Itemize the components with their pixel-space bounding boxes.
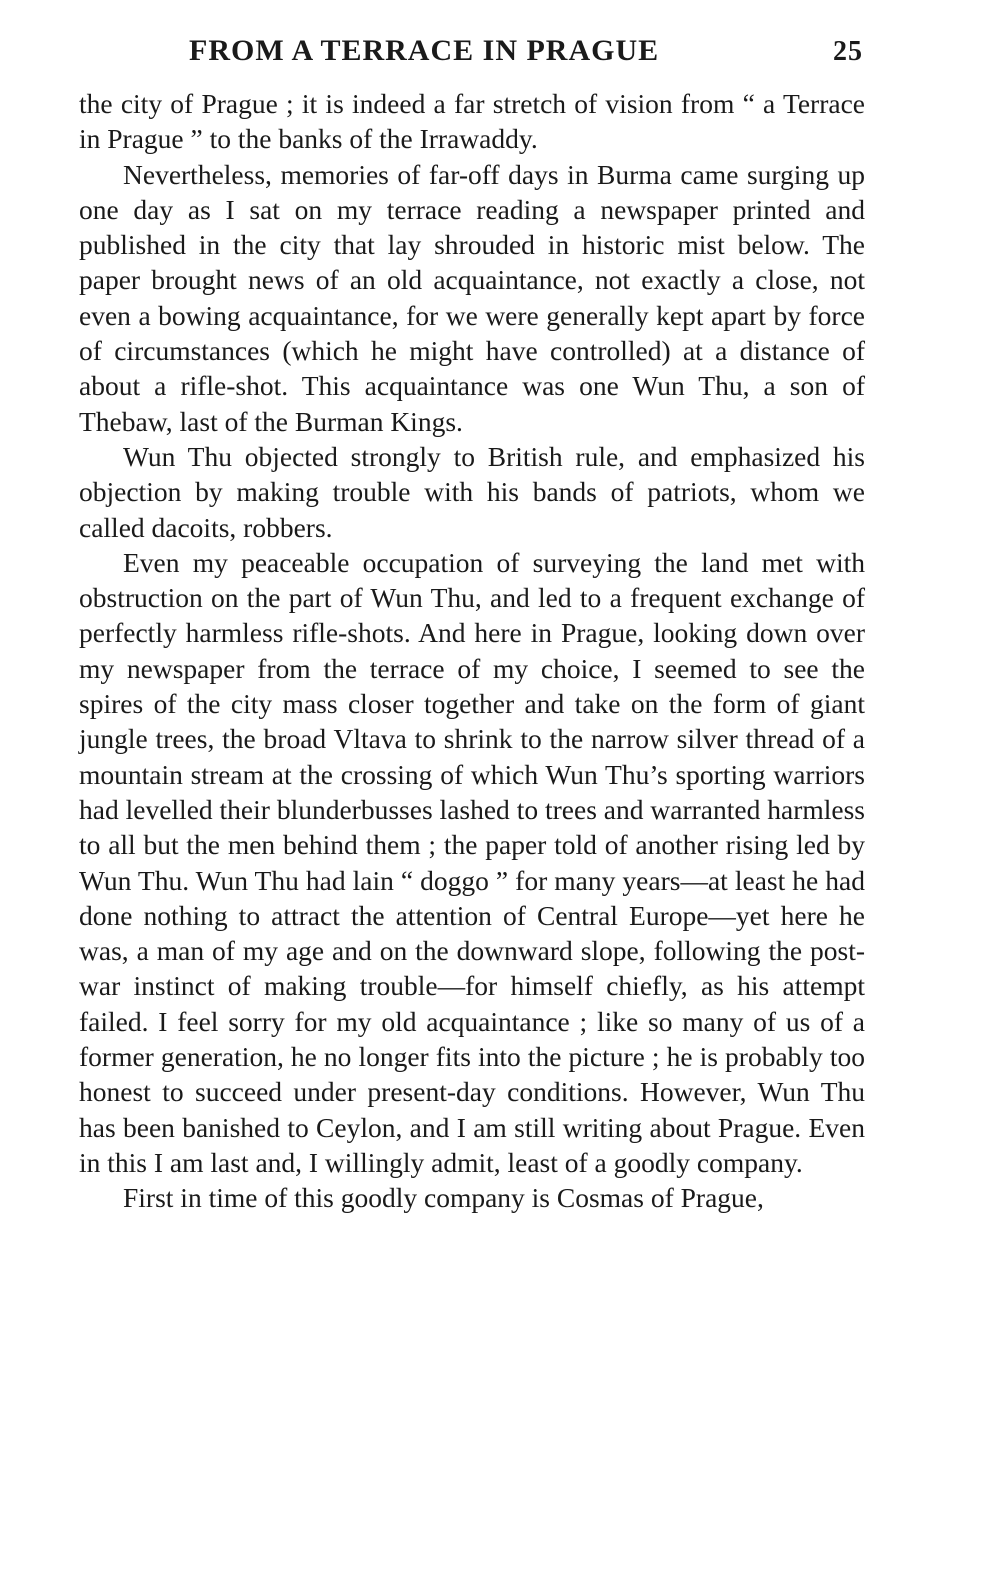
paragraph-surveying: Even my peaceable occupation of surveying the land met with obstruction on the part of Wun Thu, and led to a frequent exchange of perfectly harmless rifle-shots. And here in Prague, looking down over my newspaper from the terrace of my choice, I seemed to see the spires of the city mass closer together and take on the form of giant jungle trees, the broad Vltava to shrink to the narrow silver thread of a mountain stream at the crossing of which Wun Thu’s sporting warriors had levelled their blunderbusses lashed to trees and warranted harmless to all but the men behind them ; the paper told of another rising led by Wun Thu. Wun Thu had lain “ doggo ” for many years—at least he had done nothing to attract the attention of Central Europe—yet here he was, a man of my age and on the downward slope, following the post-war instinct of making trouble—for himself chiefly, as his attempt failed. I feel sorry for my old acquaintance ; like so many of us of a former generation, he no longer fits into the picture ; he is probably too honest to succeed under present-day conditions. However, Wun Thu has been banished to Ceylon, and I am still writing about Prague. Even in this I am last and, I willingly admit, least of a goodly company. [79, 546, 865, 1178]
paragraph-british-rule: Wun Thu objected strongly to British rule, and emphasized his objection by making trouble with his bands of patriots, whom we called dacoits, robbers. [79, 440, 865, 543]
book-page [79, 30, 865, 1216]
paragraph-cosmas: First in time of this goodly company is Cosmas of Prague, [123, 1182, 764, 1214]
paragraph-continued: the city of Prague ; it is indeed a far stretch of vision from “ a Terrace in Prague ” to the banks of the Irrawaddy. [79, 88, 865, 155]
paragraph-burma-memories: Nevertheless, memories of far-off days in Burma came surging up one day as I sat on my terrace reading a newspaper printed and published in the city that lay shrouded in historic mist below. The paper brought news of an old acquaintance, not exactly a close, not even a bowing acquaintance, for we were generally kept apart by force of circumstances (which he might have controlled) at a distance of about a rifle-shot. This acquaintance was one Wun Thu, a son of Thebaw, last of the Burman Kings. [79, 158, 865, 437]
page-number: 25 [833, 36, 863, 67]
body-text [79, 86, 865, 1216]
running-head [79, 30, 865, 80]
running-title: FROM A TERRACE IN PRAGUE [189, 34, 660, 67]
